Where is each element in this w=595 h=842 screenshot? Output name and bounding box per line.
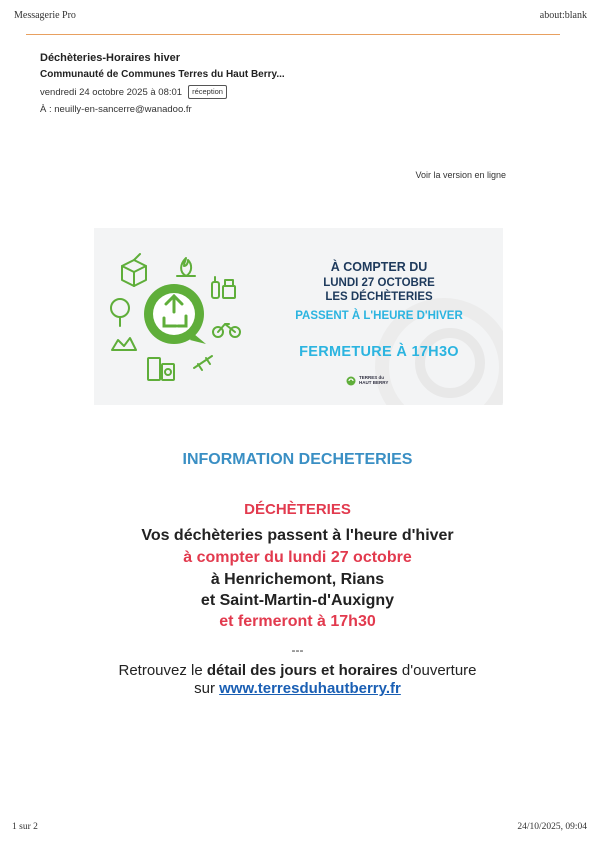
- fire-icon: [177, 258, 195, 276]
- bottles-icon: [212, 277, 235, 298]
- banner-line-4: PASSENT À L'HEURE D'HIVER: [295, 310, 463, 322]
- tree-icon: [111, 299, 129, 326]
- bicycle-icon: [213, 324, 240, 337]
- recycling-illustration: [94, 228, 274, 405]
- announcement-banner: [94, 228, 503, 405]
- header-divider: [26, 34, 560, 35]
- email-subject: Déchèteries-Horaires hiver: [40, 52, 181, 64]
- decorative-swirl-inner: [415, 328, 485, 398]
- folder-badge[interactable]: réception: [188, 85, 227, 99]
- body-line-1: Vos déchèteries passent à l'heure d'hiver: [141, 527, 454, 544]
- retrouvez-line: [0, 662, 595, 679]
- website-line: [0, 680, 595, 697]
- page-count: 1 sur 2: [12, 822, 38, 832]
- body-line-5: et fermeront à 17h30: [219, 613, 376, 630]
- email-date: vendredi 24 octobre 2025 à 08:01: [40, 86, 183, 98]
- rubble-icon: [112, 338, 136, 350]
- banner-line-3: LES DÉCHÈTERIES: [325, 291, 433, 303]
- separator: ---: [291, 643, 304, 657]
- box-icon: [122, 254, 146, 286]
- banner-closing-time: FERMETURE À 17H3O: [299, 344, 459, 360]
- body-line-3: à Henrichemont, Rians: [210, 571, 385, 588]
- print-header-url: about:blank: [539, 10, 587, 21]
- retrouvez-pre: Retrouvez le: [118, 662, 207, 679]
- online-version-link[interactable]: Voir la version en ligne: [415, 170, 506, 180]
- email-recipient: À : neuilly-en-sancerre@wanadoo.fr: [40, 104, 192, 115]
- email-date-row: [40, 85, 227, 99]
- info-title: INFORMATION DECHETERIES: [182, 451, 413, 468]
- body-line-4: et Saint-Martin-d'Auxigny: [200, 592, 395, 609]
- logo-text-2: HAUT BERRY: [359, 380, 389, 385]
- logo-text-1: TERRES du: [359, 375, 385, 381]
- body-line-2: à compter du lundi 27 octobre: [183, 549, 412, 566]
- section-title: DÉCHÈTERIES: [244, 501, 351, 518]
- retrouvez-bold: détail des jours et horaires: [206, 662, 398, 679]
- appliances-icon: [148, 358, 174, 380]
- banner-line-2: [274, 277, 484, 290]
- print-header-app-name: Messagerie Pro: [14, 10, 76, 21]
- retrouvez-post: d'ouverture: [397, 662, 477, 679]
- terres-logo-icon: [346, 376, 356, 386]
- syringe-icon: [194, 356, 212, 370]
- print-timestamp: 24/10/2025, 09:04: [517, 822, 587, 832]
- banner-date: LUNDI 27 OCTOBRE: [323, 277, 435, 289]
- recycling-bubble-icon: [144, 284, 206, 344]
- website-link[interactable]: www.terresduhautberry.fr: [219, 680, 401, 697]
- email-sender[interactable]: Communauté de Communes Terres du Haut Berry...: [40, 69, 285, 80]
- sur-label: sur: [194, 680, 220, 697]
- banner-logo: [346, 376, 388, 386]
- banner-line-1: À COMPTER DU: [330, 260, 428, 274]
